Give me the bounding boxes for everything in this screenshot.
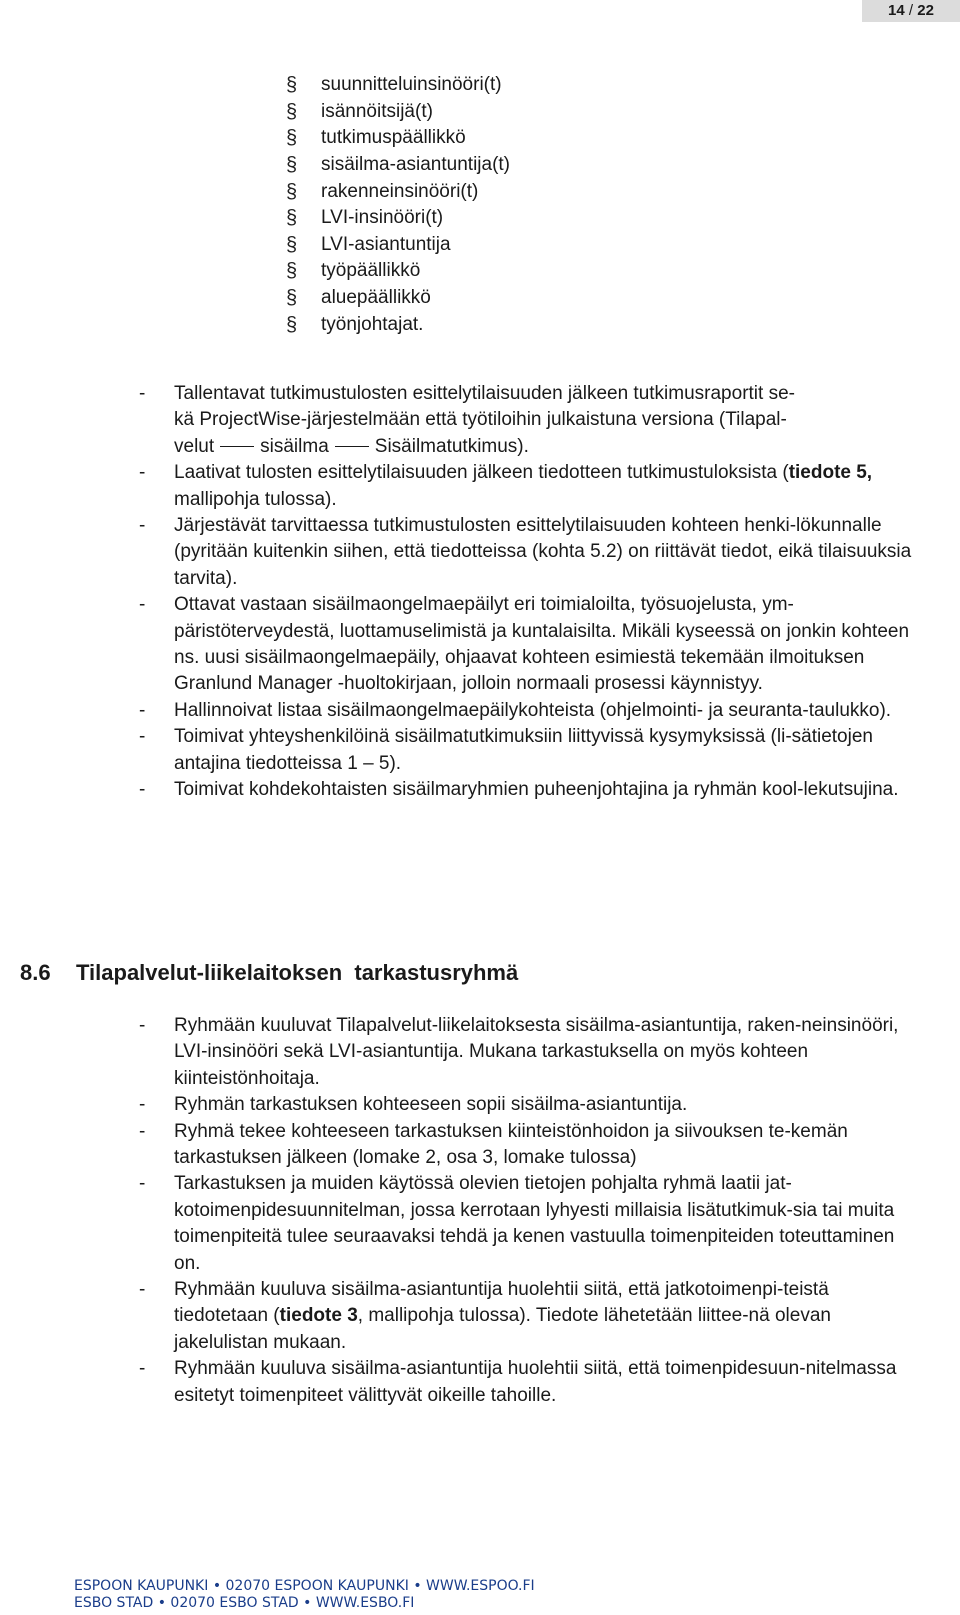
list-item: - Ottavat vastaan sisäilmaongelmaepäilyt eri toimialoilta, työsuojelusta, ym-päristöterveydestä, luottamuselimistä ja kuntalaisilta. Mikäli kyseessä on jonkin kohteen ns. uusi sisäilmaongelmaepäily, ohjaavat kohteen esimiestä tekemään ilmoituksen Granlund Manager -huoltokirjaan, jolloin normaali prosessi käynnistyy.: [139, 594, 910, 695]
list-item: - Tallentavat tutkimustulosten esittelytilaisuuden jälkeen tutkimusraportit se- kä ProjectWise-järjestelmään että työtiloihin julkaistuna versiona (Tilapal- velut sisäilma Sisäilmatutkimus).: [139, 383, 795, 457]
list-item: § rakenneinsinööri(t): [286, 180, 479, 203]
dash-marker: -: [139, 726, 146, 748]
dash-marker: -: [139, 515, 146, 537]
dash-marker: -: [139, 594, 146, 616]
list-item: § tutkimuspäällikkö: [286, 127, 466, 150]
section-mark-icon: §: [286, 233, 298, 256]
dash-marker: -: [139, 383, 146, 404]
page-current: 14: [888, 2, 905, 19]
section-mark-icon: §: [286, 180, 298, 203]
list-item: § aluepäällikkö: [286, 287, 431, 310]
section-title: Tilapalvelut-liikelaitoksen tarkastusryhmä: [76, 960, 519, 985]
responsibilities-list: [136, 381, 916, 804]
list-item: § suunnitteluinsinööri(t): [286, 74, 502, 97]
section-mark-icon: §: [286, 207, 298, 230]
path-separator-icon: [335, 446, 369, 447]
section-mark-icon: §: [286, 74, 298, 97]
list-item: § LVI-insinööri(t): [286, 207, 444, 230]
section-number: 8.6: [20, 960, 51, 985]
footer-line-swedish: ESBO STAD • 02070 ESBO STAD • WWW.ESBO.FI: [74, 1595, 415, 1611]
section-mark-icon: §: [286, 154, 298, 177]
list-item: - Tarkastuksen ja muiden käytössä olevien tietojen pohjalta ryhmä laatii jat-kotoimenpidesuunnitelman, jossa kerrotaan lyhyesti millaisia lisätutkimuk-sia tai muita toimenpiteitä tulee seuraavaksi tehdä ja kenen vastuulla toimenpiteiden toteuttaminen on.: [139, 1173, 895, 1274]
dash-marker: -: [139, 1015, 146, 1036]
list-item: - Ryhmä tekee kohteeseen tarkastuksen kiinteistönhoidon ja siivouksen te-kemän tarkastuksen jälkeen (lomake 2, osa 3, lomake tulossa): [139, 1120, 848, 1169]
page-footer: [74, 1578, 535, 1612]
dash-marker: -: [139, 779, 146, 801]
dash-marker: -: [139, 1358, 146, 1380]
page-separator: /: [908, 2, 914, 19]
dash-marker: -: [139, 462, 146, 484]
section-mark-icon: §: [286, 287, 298, 310]
section-mark-icon: §: [286, 260, 298, 283]
inspection-group-list: [136, 1013, 916, 1409]
path-folder-link[interactable]: Sisäilmatutkimus).: [374, 435, 529, 457]
list-item: - Järjestävät tarvittaessa tutkimustulosten esittelytilaisuuden kohteen henki-lökunnalle (pyritään kuitenkin siihen, että tiedotteissa (kohta 5.2) on riittävät tiedot, eikä tilaisuuksia tarvita).: [139, 515, 912, 589]
list-item: § työnjohtajat.: [286, 313, 424, 336]
list-item: § työpäällikkö: [286, 260, 421, 283]
dash-marker: -: [139, 1279, 146, 1301]
path-folder-link[interactable]: sisäilma: [260, 435, 329, 457]
list-item: § isännöitsijä(t): [286, 100, 433, 123]
bold-reference: tiedote 3: [279, 1305, 358, 1327]
page-number: [862, 0, 960, 22]
path-separator-icon: [220, 446, 254, 447]
list-item: - Ryhmään kuuluva sisäilma-asiantuntija huolehtii siitä, että toimenpidesuun-nitelmassa esitetyt toimenpiteet välittyvät oikeille tahoille.: [139, 1358, 897, 1406]
dash-marker: -: [139, 1094, 146, 1116]
list-item: - Ryhmään kuuluvat Tilapalvelut-liikelaitoksesta sisäilma-asiantuntija, raken-neinsinööri, LVI-insinööri sekä LVI-asiantuntija. Mukana tarkastuksella on myös kohteen kiinteistönhoitaja.: [139, 1015, 899, 1089]
list-item: - Laativat tulosten esittelytilaisuuden jälkeen tiedotteen tutkimustuloksista (tiedote 5, mallipohja tulossa).: [139, 462, 873, 510]
section-mark-icon: §: [286, 100, 298, 123]
bold-reference: tiedote 5,: [788, 462, 873, 484]
list-item: § LVI-asiantuntija: [286, 233, 451, 256]
dash-marker: -: [139, 699, 146, 721]
list-item: - Ryhmän tarkastuksen kohteeseen sopii sisäilma-asiantuntija.: [136, 1092, 916, 1118]
roles-list: [286, 72, 510, 338]
list-item: - Toimivat kohdekohtaisten sisäilmaryhmien puheenjohtajina ja ryhmän kool-lekutsujina.: [136, 777, 916, 803]
section-mark-icon: §: [286, 127, 298, 150]
footer-line-finnish: ESPOON KAUPUNKI • 02070 ESPOON KAUPUNKI • WWW.ESPOO.FI: [74, 1578, 535, 1594]
page-total: 22: [917, 2, 934, 19]
list-item: - Hallinnoivat listaa sisäilmaongelmaepäilykohteista (ohjelmointi- ja seuranta-taulukko).: [136, 698, 916, 724]
list-item: - Ryhmään kuuluva sisäilma-asiantuntija huolehtii siitä, että jatkotoimenpi-teistä tiedotetaan (tiedote 3, mallipohja tulossa). Tiedote lähetetään liittee-nä olevan jakelulistan mukaan.: [139, 1279, 831, 1353]
dash-marker: -: [139, 1173, 146, 1195]
list-item: - Toimivat yhteyshenkilöinä sisäilmatutkimuksiin liittyvissä kysymyksissä (li-sätietojen antajina tiedotteissa 1 – 5).: [139, 726, 873, 774]
section-heading: [20, 958, 518, 988]
section-mark-icon: §: [286, 313, 298, 336]
dash-marker: -: [139, 1120, 146, 1142]
list-item: § sisäilma-asiantuntija(t): [286, 154, 511, 177]
